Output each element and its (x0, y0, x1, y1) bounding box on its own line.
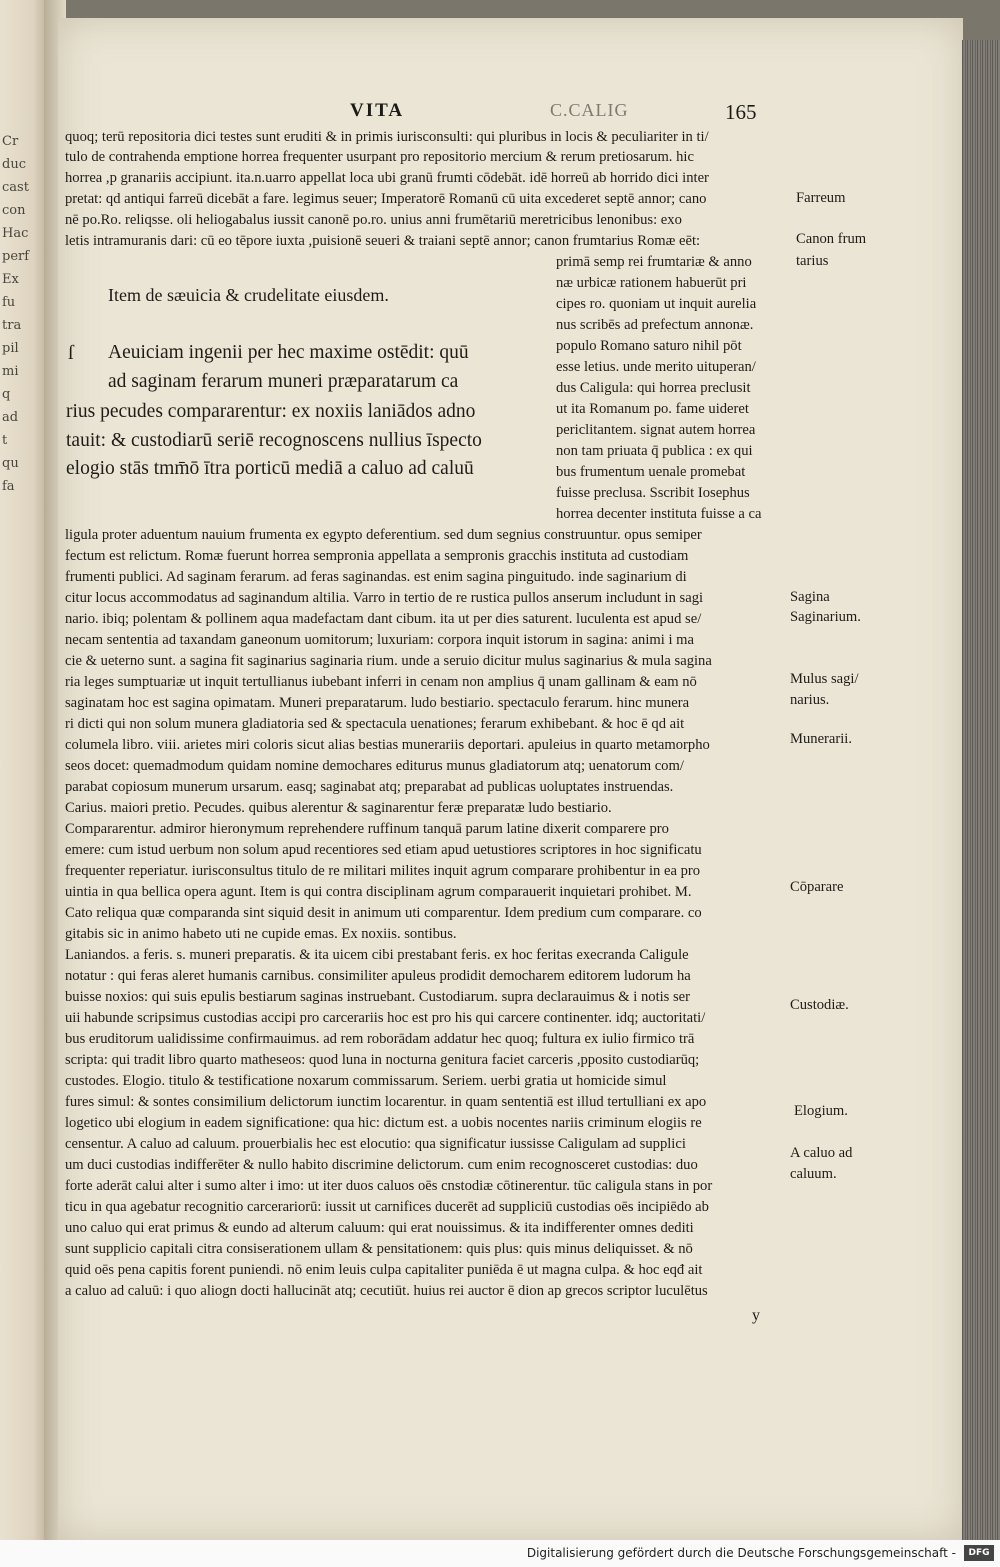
commentary-line: buisse noxios: qui suis epulis bestiarum saginas instruebant. Custodiarum. supra declarauimus & i notis ser (65, 989, 691, 1005)
commentary-line: quid oēs pena capitis forent puniendi. nō enim leuis culpa capitaliter puniēda ē ut magna culpa. & hoc eqđ ait (65, 1262, 703, 1278)
main-text-line: tauit: & custodiarū seriē recognoscens nullius īspecto (66, 430, 482, 451)
commentary-line: custodes. Elogio. titulo & testificatione noxarum commissarum. Seriem. uerbi gratia ut homicide simul (65, 1073, 667, 1089)
initial-guide-letter: ſ (68, 342, 74, 364)
section-heading: Item de sæuicia & crudelitate eiusdem. (108, 285, 389, 305)
marginal-note: Saginarium. (790, 609, 861, 625)
main-text-line: rius pecudes compararentur: ex noxiis laniādos adno (66, 401, 476, 422)
marginal-note: Canon frum (796, 231, 867, 247)
page-number: 165 (725, 100, 757, 124)
commentary-line: necam sententia ad taxandam ganeonum uomitorum; luxuriam: corpora inquit istorum in sagina: animi i ma (65, 632, 694, 648)
text-line: tulo de contrahenda emptione horrea frequenter usurpant pro repositorio mercium & rerum pretiosarum. hic (65, 149, 694, 165)
commentary-line: logetico ubi elogium in eadem significatione: qua hic: dictum est. a uobis nocentes nariis criminum elogiis re (65, 1115, 702, 1131)
commentary-line: fures simul: & sontes consimilium delictorum iunctim locarentur. in quam sententiā est illud tertulliani ex apo (65, 1094, 707, 1110)
signature-mark: y (752, 1307, 760, 1324)
commentary-line: cie & ueterno sunt. a sagina fit saginarius saginaria rium. unde a seruio dicitur mulus saginarius & mula sagina (65, 653, 712, 669)
commentary-line: uno caluo qui erat primus & eundo ad alterum caluum: qui erat nouissimus. & ita indifferenter omnes dediti (65, 1220, 694, 1236)
commentary-line: uintia in qua bellica opera agunt. Item is qui contra disciplinam agrum comparauerit inquietari prohibet. M. (65, 884, 692, 900)
footer-bar (0, 1540, 1000, 1567)
main-text-line: elogio stās tmm̄ō ītra porticū mediā a caluo ad caluū (66, 458, 474, 479)
footer-credit: Digitalisierung gefördert durch die Deutsche Forschungsgemeinschaft - (526, 1546, 956, 1560)
text-line: quoq; terū repositoria dici testes sunt eruditi & in primis iurisconsulti: qui pluribus in locis & peculiariter in ti/ (65, 129, 709, 145)
commentary-line: fuisse preclusa. Sscribit Iosephus (556, 485, 750, 501)
commentary-line: nario. ibiq; polentam & pollinem aqua madefactam dant cibum. ita ut per dies saturent. luculenta est apud se/ (65, 611, 702, 627)
commentary-line: parabat copiosum munerum ursarum. easq; saginabat atq; preparabat ad publicas uoluptates instruendas. (65, 779, 674, 795)
marginal-note: Farreum (796, 190, 846, 206)
page-edges (962, 40, 1000, 1540)
commentary-line: Cato reliqua quæ comparanda sint siquid desit in animum uti comparentur. Idem predium cum comparare. co (65, 905, 702, 921)
commentary-line: cipes ro. quoniam ut inquit aurelia (556, 296, 757, 312)
commentary-line: gitabis sic in animo habeto uti ne cupide emas. Ex noxiis. sontibus. (65, 926, 457, 942)
commentary-line: bus frumentum uenale promebat (556, 464, 746, 480)
text-line: letis intramuranis dari: cū eo tēpore iuxta ,puisionē seueri & traiani septē annor; canon frumtarius Romæ eēt: (65, 233, 701, 249)
commentary-line: primā semp rei frumtariæ & anno (556, 254, 752, 270)
commentary-line: columela libro. viii. arietes miri coloris sicut alias bestias munerariis deportari. apuleius in quarto metamorpho (65, 737, 710, 753)
marginal-note: tarius (796, 253, 829, 269)
commentary-line: ri dicti qui non solum munera gladiatoria sed & spectacula uenationes; ferarum exhibebant. & hoc ē qd ait (65, 716, 685, 732)
commentary-line: esse letius. unde merito uituperan/ (556, 359, 756, 375)
commentary-line: frumenti publici. Ad saginam ferarum. ad feras saginandas. est enim sagina pinguitudo. inde saginarium di (65, 569, 687, 585)
commentary-line: horrea decenter instituta fuisse a ca (556, 506, 762, 522)
commentary-line: Laniandos. a feris. s. muneri preparatis. & ita uicem cibi prestabant feris. ex hoc feritas execranda Caligule (65, 947, 689, 963)
marginal-note: caluum. (790, 1166, 837, 1182)
commentary-line: uii habunde scripsimus custodias accipi pro carcerariis hoc est pro his qui carcere continenter. idq; auctoritati/ (65, 1010, 706, 1026)
commentary-line: ticu in qua agebatur recognitio carcerariorū: iussit ut carnifices ducerēt ad suppliciū custodias oēs incipiēdo ab (65, 1199, 709, 1215)
commentary-line: dus Caligula: qui horrea preclusit (556, 380, 751, 396)
commentary-line: seos docet: quemadmodum quidam nomine demochares editurus munus gladiatorum atq; uenatorum com/ (65, 758, 684, 774)
marginal-note: Mulus sagi/ (790, 671, 859, 687)
commentary-line: fectum est relictum. Romæ fuerunt horrea sempronia appellata a sempronis gracchis instituta ad custodiam (65, 548, 689, 564)
commentary-line: frequenter reperiatur. iurisconsultus titulo de re militari milites inquit agrum comparare prohibentur in ea pro (65, 863, 701, 879)
left-page-edge (0, 0, 48, 1540)
running-title: VITA (350, 100, 405, 121)
running-title-right: C.CALIG (550, 100, 629, 120)
commentary-line: bus eruditorum ualidissime confirmauimus. ad rem roborādam addatur hec quoq; fultura ex iulio firmico trā (65, 1031, 695, 1047)
commentary-line: periclitantem. signat autem horrea (556, 422, 756, 438)
marginal-note: A caluo ad (790, 1145, 853, 1161)
commentary-line: næ urbicæ rationem habuerūt pri (556, 275, 747, 291)
text-line: nē po.Ro. reliqsse. oli heliogabalus iussit canonē po.ro. unius anni frumētariū meretricibus lenonibus: exo (65, 212, 682, 228)
commentary-line: ria leges sumptuariæ ut inquit tertullianus iubebant inferri in cenam non amplius q̄ unam gallinam & eam nō (65, 674, 697, 690)
text-line: horrea ,p granariis accipiunt. ita.n.uarro appellat loca ubi granū frumti cōdebāt. idē horreū ab horrido dici inter (65, 170, 709, 186)
commentary-line: non tam priuata q̄ publica : ex qui (556, 443, 753, 459)
marginal-note: Cōparare (790, 879, 844, 895)
marginal-note: narius. (790, 692, 830, 708)
commentary-line: populo Romano saturo nihil pōt (556, 338, 742, 354)
commentary-line: sunt supplicio capitali citra consiserationem ullam & pensitationem: quis plus: quis minus deliquisset. & nō (65, 1241, 693, 1257)
commentary-line: saginatam hoc est sagina opimatam. Muneri preparatarum. ludo bestiario. spectaculo ferarum. hinc munera (65, 695, 690, 711)
marginal-note: Elogium. (794, 1103, 848, 1119)
commentary-line: um duci custodias indifferēter & nullo habito discrimine delictorum. cum enim recognosceret custodias: duo (65, 1157, 698, 1173)
marginal-note: Custodiæ. (790, 997, 849, 1013)
commentary-line: citur locus accommodatus ad saginandum altilia. Varro in tertio de re rustica pullos anserum includunt in sagi (65, 590, 704, 606)
main-text-line: ad saginam ferarum muneri præparatarum ca (108, 371, 459, 392)
commentary-line: forte aderāt calui alter i sumo alter i imo: ut iter duos caluos oēs cnstodiæ cōtinerentur. tūc caligula stans in por (65, 1178, 713, 1194)
commentary-line: emere: cum istud uerbum non solum apud recentiores sed etiam apud uetustiores scriptores in hoc significatu (65, 842, 702, 858)
commentary-line: Compararentur. admiror hieronymum reprehendere ruffinum tanquā parum latine dixerit comparere pro (65, 821, 669, 837)
marginal-note: Sagina (790, 589, 830, 605)
text-line: pretat: qd antiqui farreū dicebāt a fare. legimus seuer; Imperatorē Romanū cū uita excederet septē annor; cano (65, 191, 707, 207)
commentary-line: ligula proter aduentum nauium frumenta ex egypto deferentium. sed dum segnius construuntur. opus semiper (65, 527, 702, 543)
commentary-line: notatur : qui feras aleret humanis carnibus. consimiliter apuleus prodidit democharem editorem ludorum ha (65, 968, 691, 984)
commentary-line: scripta: qui tradit libro quarto matheseos: quod luna in nocturna genitura faciet carceris ,pposito custodiarūq; (65, 1052, 700, 1068)
marginal-note: Munerarii. (790, 731, 853, 747)
commentary-line: ut ita Romanum po. fame uideret (556, 401, 749, 417)
commentary-line: Carius. maiori pretio. Pecudes. quibus alerentur & saginarentur feræ preparatæ ludo bestiario. (65, 800, 612, 816)
dfg-logo: DFG (964, 1545, 994, 1561)
commentary-line: nus scribēs ad prefectum annonæ. (556, 317, 754, 333)
commentary-line: censentur. A caluo ad caluum. prouerbialis hec est elocutio: qua significatur iussisse Caligulam ad supplici (65, 1136, 686, 1152)
main-text-line: Aeuiciam ingenii per hec maxime ostēdit: quū (108, 342, 469, 363)
left-page-fragment: Cr duc cast con Hac perf Ex fu tra pil mi q ad t qu fa (2, 134, 30, 494)
commentary-line: a caluo ad caluū: i quo aliogn docti hallucināt atq; cecutiūt. huius rei auctor ē dion ap grecos scriptor luculētus (65, 1283, 708, 1299)
